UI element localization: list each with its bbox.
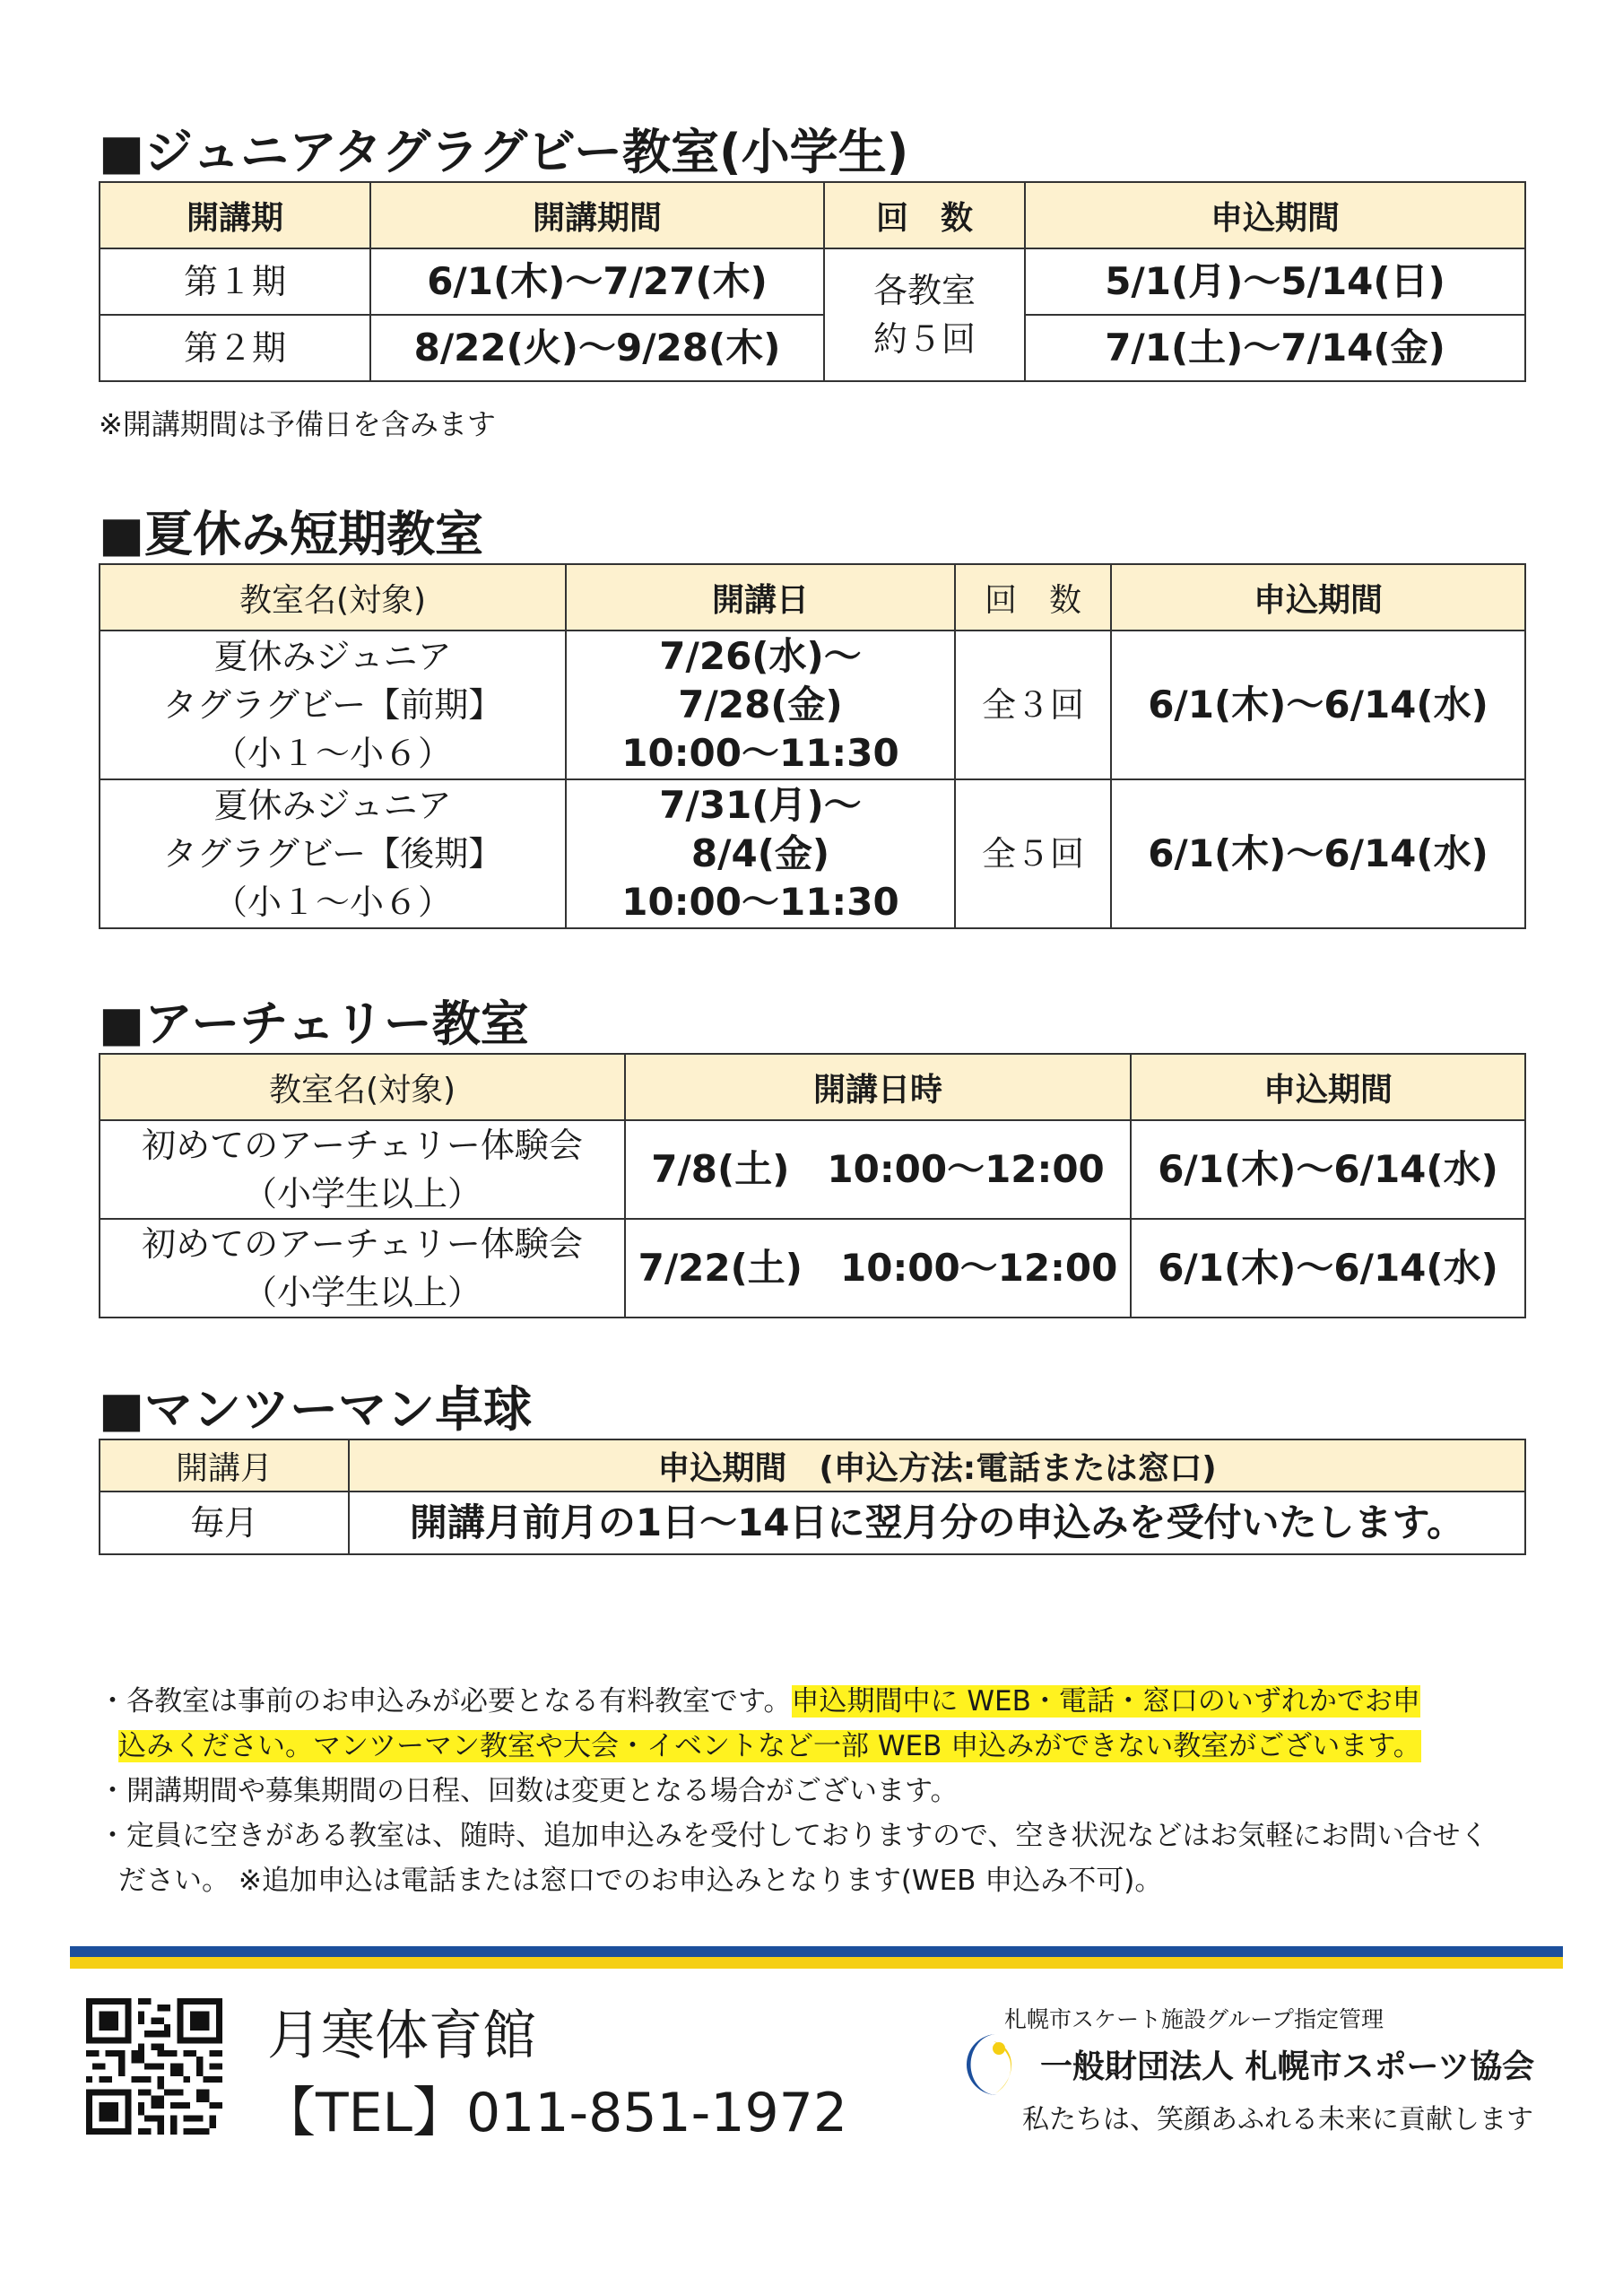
summer-header-count: 回 数 (955, 564, 1111, 631)
summer-header-date: 開講日 (566, 564, 955, 631)
rugby-period: 6/1(木)～7/27(木) (370, 248, 824, 315)
pingpong-detail: 開講月前月の1日～14日に翌月分の申込みを受付いたします。 (349, 1492, 1525, 1554)
rugby-count-line2: 約５回 (872, 319, 976, 359)
summer-apply: 6/1(木)～6/14(水) (1111, 779, 1525, 928)
archery-datetime: 7/22(土) 10:00～12:00 (625, 1219, 1131, 1318)
table-row (100, 248, 1525, 315)
rugby-apply: 7/1(土)～7/14(金) (1025, 315, 1525, 381)
archery-header-apply: 申込期間 (1131, 1054, 1525, 1120)
archery-class-name (100, 1219, 625, 1318)
rugby-section-title: ■ジュニアタグラグビー教室(小学生) (99, 124, 909, 180)
note-line: ・定員に空きがある教室は、随時、追加申込みを受付しておりますので、空き状況などはお気軽にお問い合せく (99, 1820, 1488, 1852)
pingpong-section-title: ■マンツーマン卓球 (99, 1381, 533, 1438)
note-line: ・開講期間や募集期間の日程、回数は変更となる場合がございます。 (99, 1775, 959, 1807)
summer-date-start: 7/26(水)～ (659, 634, 862, 678)
archery-apply: 6/1(木)～6/14(水) (1131, 1120, 1525, 1219)
note-highlight: 込みください。マンツーマン教室や大会・イベントなど一部 WEB 申込みができない教室がございます。 (118, 1730, 1421, 1762)
archery-table (99, 1053, 1526, 1318)
summer-name-line2: タグラグビー【前期】 (162, 685, 503, 725)
archery-name-line1: 初めてのアーチェリー体験会 (142, 1224, 583, 1264)
qr-code-icon (86, 1998, 222, 2135)
summer-name-line1: 夏休みジュニア (213, 786, 452, 825)
summer-dates (566, 631, 955, 779)
org-slogan: 私たちは、笑顔あふれる未来に貢献します (1022, 2104, 1533, 2135)
rugby-table (99, 181, 1526, 382)
pingpong-month: 毎月 (100, 1492, 349, 1554)
summer-apply: 6/1(木)～6/14(水) (1111, 631, 1525, 779)
rugby-apply: 5/1(月)～5/14(日) (1025, 248, 1525, 315)
rugby-note: ※開講期間は予備日を含みます (99, 407, 496, 441)
rugby-header-apply: 申込期間 (1025, 182, 1525, 248)
gym-tel: 【TEL】011-851-1972 (262, 2082, 848, 2144)
pingpong-header-month: 開講月 (100, 1439, 349, 1492)
summer-time: 10:00～11:30 (621, 731, 899, 775)
archery-class-name (100, 1120, 625, 1219)
summer-name-line3: （小１～小６） (213, 883, 452, 922)
table-row (100, 1492, 1525, 1554)
rugby-term: 第２期 (100, 315, 370, 381)
archery-name-line2: （小学生以上） (242, 1273, 482, 1312)
summer-dates (566, 779, 955, 928)
summer-header-apply: 申込期間 (1111, 564, 1525, 631)
rugby-header-period: 開講期間 (370, 182, 824, 248)
footer-band-yellow (70, 1957, 1563, 1969)
note-text: ・各教室は事前のお申込みが必要となる有料教室です。 (99, 1685, 792, 1718)
archery-name-line1: 初めてのアーチェリー体験会 (142, 1126, 583, 1165)
note-line (99, 1724, 1551, 1769)
pingpong-table (99, 1439, 1526, 1555)
rugby-header-term: 開講期 (100, 182, 370, 248)
org-name: 一般財団法人 札幌市スポーツ協会 (1040, 2048, 1535, 2085)
table-row (100, 315, 1525, 381)
pingpong-header-apply: 申込期間 (申込方法:電話または窓口) (349, 1439, 1525, 1492)
summer-date-end: 7/28(金) (678, 683, 843, 726)
summer-section-title: ■夏休み短期教室 (99, 506, 484, 562)
summer-time: 10:00～11:30 (621, 880, 899, 924)
archery-name-line2: （小学生以上） (242, 1174, 482, 1213)
note-line: ださい。 ※追加申込は電話または窓口でのお申込みとなります(WEB 申込み不可)。 (118, 1865, 1163, 1897)
table-row (100, 779, 1525, 928)
summer-name-line1: 夏休みジュニア (213, 637, 452, 676)
footer-band-blue (70, 1946, 1563, 1957)
table-row (100, 631, 1525, 779)
summer-date-start: 7/31(月)～ (659, 783, 862, 827)
archery-datetime: 7/8(土) 10:00～12:00 (625, 1120, 1131, 1219)
summer-count: 全５回 (955, 779, 1111, 928)
summer-date-end: 8/4(金) (690, 831, 830, 875)
archery-header-name: 教室名(対象) (100, 1054, 625, 1120)
rugby-term: 第１期 (100, 248, 370, 315)
notes-block (99, 1679, 1551, 1903)
rugby-count-line1: 各教室 (872, 271, 976, 310)
gym-name: 月寒体育館 (267, 2005, 536, 2067)
archery-header-datetime: 開講日時 (625, 1054, 1131, 1120)
rugby-count (824, 248, 1025, 381)
summer-class-name (100, 631, 566, 779)
rugby-header-count: 回 数 (824, 182, 1025, 248)
summer-table (99, 563, 1526, 929)
summer-header-name: 教室名(対象) (100, 564, 566, 631)
summer-name-line3: （小１～小６） (213, 734, 452, 773)
note-highlight: 申込期間中に WEB・電話・窓口のいずれかでお申 (791, 1685, 1420, 1718)
summer-name-line2: タグラグビー【後期】 (162, 834, 503, 874)
note-line (99, 1679, 1551, 1724)
table-row (100, 1120, 1525, 1219)
sports-association-logo-icon (961, 2029, 1026, 2100)
summer-class-name (100, 779, 566, 928)
table-row (100, 1219, 1525, 1318)
summer-count: 全３回 (955, 631, 1111, 779)
org-caption: 札幌市スケート施設グループ指定管理 (1004, 2006, 1384, 2032)
rugby-period: 8/22(火)～9/28(木) (370, 315, 824, 381)
archery-section-title: ■アーチェリー教室 (99, 996, 529, 1052)
archery-apply: 6/1(木)～6/14(水) (1131, 1219, 1525, 1318)
